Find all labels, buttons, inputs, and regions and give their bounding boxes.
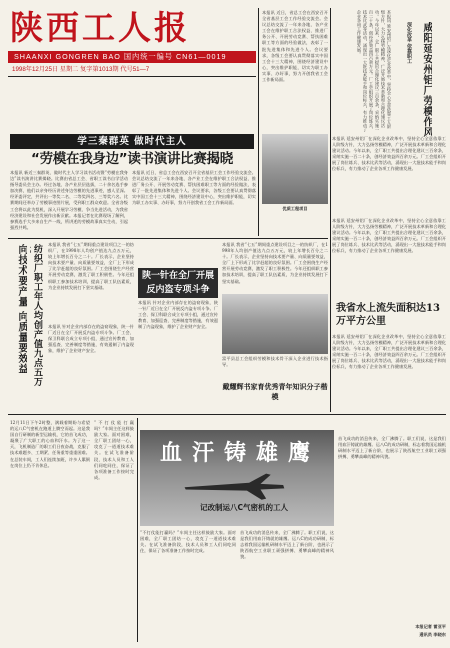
masthead-rule: [8, 76, 256, 77]
middle-story-body: 本报讯 我省“七五”期间重点建设项目之一的纺织厂，在1998年人均创产值达九点五万元，较上年增长百分之二十。厂长表示，企业坚持向技术要产量、向质量要效益，全厂上下形成了比学赶超的良好氛围。厂工会围绕生产经营开展劳动竞赛，激发了职工积极性。今年还组织职工参加技术培训，提高了职工队伍素质，为企业持续发展打下坚实基础。: [48, 242, 134, 290]
section-rule-bottom: [8, 414, 446, 415]
airplane-icon: [150, 468, 320, 502]
middle-photo-caption: 富平县总工会组织劳模和技术骨干深入企业进行技术指导。: [222, 356, 328, 368]
masthead-pinyin-bar: SHAANXI GONGREN BAO 国内统一编号 CN61—0019: [8, 51, 256, 63]
story-body: 本报讯 新近三秦群英、做时代主人学习读书活动暨“劳模在我身边”读书演讲比赛揭晓。比赛由省总工会、省职工读书自学活动指导委员会主办。经过各地、各产业层层选拔，二十余名选手参加决赛，他们以亲身经历讲述身边劳模的先进事迹，感人至深。经评委评定，共评出一等奖二名、二等奖四名、三等奖六名。比赛期间还举办了劳模事迹图片展，受到职工群众欢迎。全省各级工会将以此为契机，深入开展学习劳模、争当先进活动，为我省经济建设和社会发展作出新贡献。本报记者在比赛现场了解到，参赛选手大多来自生产一线，所讲述的劳模故事真实生动，引起强烈共鸣。: [10, 170, 128, 230]
feature-banner: [140, 430, 334, 526]
middle-side-headline: 陕一针在全厂开展反内盗专项斗争: [138, 268, 218, 298]
bottom-byline-2: 通讯员 李晓东: [419, 632, 446, 637]
middle-story-body-2: 本报讯 针对企业内部存在的盗窃现象，陕一针厂近日在全厂开展反内盗专项斗争。厂工会、保卫科联合成立专项小组，通过宣传教育、加强巡查、完善制度等措施，有效遏制了内盗现象，维护了企业财产安全。: [48, 324, 134, 354]
top-right-vertical-subhead: 深化改革 依靠职工: [406, 22, 412, 64]
middle-vertical-headline: 向技术要产量 向质量要效益: [16, 244, 27, 374]
column-rule: [258, 8, 259, 236]
top-right-story-body: 本报讯 延安州铝厂在深化企业改革中，坚持全心全意依靠工人阶级方针，大力弘扬劳模精神，广泛开展技术革新和合理化建议活动。今年以来，全厂职工共提出合理化建议三百余条，采纳实施一百二十条，创经济效益四百余万元。厂工会组织开展了岗位练兵、技术比武等活动，涌现出一大批技术能手和岗位标兵，有力推动了企业各项工作健康发展。: [332, 136, 446, 172]
masthead-title: 陕西工人报: [10, 8, 190, 47]
middle-photo: [222, 294, 328, 354]
top-right-photo: [262, 134, 328, 204]
top-right-photo-caption: 优质工程项目: [282, 206, 308, 211]
bottom-feature-body-mid: “不打仗能打赢吗？”车间主任这样鼓励大家。面对困难，全厂职工团结一心，攻克了一道道技术难关。在试飞准备阶段，技术人员和工人们同吃同住，保证了各项准备工作按时完成。: [140, 530, 236, 554]
right-column-body: 本报讯 延安州铝厂在深化企业改革中，坚持全心全意依靠工人阶级方针，大力弘扬劳模精神，广泛开展技术革新和合理化建议活动。今年以来，全厂职工共提出合理化建议三百余条，采纳实施一百二十条，创经济效益四百余万元。厂工会组织开展了岗位练兵、技术比武等活动，涌现出一大批技术能手和岗位标兵，有力推动了企业各项工作健康发展。: [332, 218, 446, 254]
middle-subhead: 戴耀辉书家育优秀青年知识分子楷模: [222, 382, 328, 401]
top-right-vertical-headline: 咸阳延安州铝厂劳模作风: [421, 22, 432, 138]
feature-photo-caption: 记改制运八C气密机的工人: [199, 503, 288, 512]
right-column-body-lower: 本报讯 延安州铝厂在深化企业改革中，坚持全心全意依靠工人阶级方针，大力弘扬劳模精神，广泛开展技术革新和合理化建议活动。今年以来，全厂职工共提出合理化建议三百余条，采纳实施一百二十条，创经济效益四百余万元。厂工会组织开展了岗位练兵、技术比武等活动，涌现出一大批技术能手和岗位标兵，有力推动了企业各项工作健康发展。: [332, 334, 446, 370]
middle-story-column-3: 本报讯 我省“七五”期间重点建设项目之一的纺织厂，在1998年人均创产值达九点五万元，较上年增长百分之二十。厂长表示，企业坚持向技术要产量、向质量要效益，全厂上下形成了比学赶超的良好氛围。厂工会围绕生产经营开展劳动竞赛，激发了职工积极性。今年还组织职工参加技术培训，提高了职工队伍素质，为企业持续发展打下坚实基础。: [222, 242, 328, 284]
column-rule: [330, 8, 331, 412]
top-right-narrow-column: 本报讯 延安州铝厂在深化企业改革中，坚持全心全意依靠工人阶级方针，大力弘扬劳模精神，广泛开展技术革新和合理化建议活动。今年以来，全厂职工共提出合理化建议三百余条，采纳实施一百二十条，创经济效益四百余万元。厂工会组织开展了岗位练兵、技术比武等活动，涌现出一大批技术能手和岗位标兵，有力推动了企业各项工作健康发展。: [357, 10, 392, 132]
bottom-byline-1: 本报记者 雷亚平: [415, 624, 446, 629]
bottom-left-body-2: “不打仗能打赢吗？”车间主任这样鼓励大家。面对困难，全厂职工团结一心，攻克了一道道技术难关。在试飞准备阶段，技术人员和工人们同吃同住，保证了各项准备工作按时完成。: [94, 420, 134, 480]
story-body-continued: 本报讯 近日，省总工会在西安召开全省基层工会工作经验交流会。会议总结交流了一年来各地、各产业工会在维护职工合法权益、推进厂务公开、开展劳动竞赛、帮扶困难职工等方面的经验做法，表彰了一批先进集体和先进个人。会议要求，各级工会要认真贯彻落实中国工会十三大精神，围绕经济建设中心，突出维护职能，切实为职工办实事、办好事，努力开创我省工会工作新局面。: [132, 170, 256, 206]
story-kicker: 学三秦群英 做时代主人: [10, 134, 254, 149]
story-headline: “劳模在我身边”读书演讲比赛揭晓: [31, 151, 233, 167]
masthead-dateline: 1998年12月25日 星期二 复字第1013期 代号51—7: [12, 66, 150, 73]
bottom-right-body: 首飞成功的消息传来，全厂沸腾了。职工们说，这是我们用血汗铸就的雄鹰。运八C的成功研制，标志着我国运输机研制水平迈上了新台阶，也展示了陕西航空工业职工顽强拼搏、勇攀高峰的精神风貌。: [338, 436, 446, 460]
feature-title: 血汗铸雄鹰: [160, 440, 320, 466]
bottom-feature-body-right: 首飞成功的消息传来，全厂沸腾了。职工们说，这是我们用血汗铸就的雄鹰。运八C的成功研制，标志着我国运输机研制水平迈上了新台阶，也展示了陕西航空工业职工顽强拼搏、勇攀高峰的精神风貌。: [240, 530, 334, 560]
bottom-left-body: 12月11日下午2时整，满载着期盼与希望的运八C气密机在跑道上腾空而起。这是我国自行研制的新型运输机，它的首飞成功，凝聚了广大职工的心血和汗水。为了这一天，飞机制造厂的职工们日夜奋战，克服了技术难题多、工期紧、任务重等重重困难。在总装车间，工人们连续加班，许多人累倒在岗位上仍不肯休息。: [10, 420, 90, 468]
right-column-subhead: 我省水上流失面积达13万平方公里: [336, 303, 440, 327]
top-middle-column: 本报讯 近日，省总工会在西安召开全省基层工会工作经验交流会。会议总结交流了一年来各地、各产业工会在维护职工合法权益、推进厂务公开、开展劳动竞赛、帮扶困难职工等方面的经验做法，表彰了一批先进集体和先进个人。会议要求，各级工会要认真贯彻落实中国工会十三大精神，围绕经济建设中心，突出维护职能，切实为职工办实事、办好事，努力开创我省工会工作新局面。: [262, 10, 328, 83]
section-rule-middle: [8, 238, 328, 239]
middle-side-body: 本报讯 针对企业内部存在的盗窃现象，陕一针厂近日在全厂开展反内盗专项斗争。厂工会、保卫科联合成立专项小组，通过宣传教育、加强巡查、完善制度等措施，有效遏制了内盗现象，维护了企业财产安全。: [138, 300, 218, 330]
middle-vertical-subhead: 纺织厂职工年人均创产值九点五万: [32, 244, 42, 387]
column-rule: [137, 418, 138, 642]
